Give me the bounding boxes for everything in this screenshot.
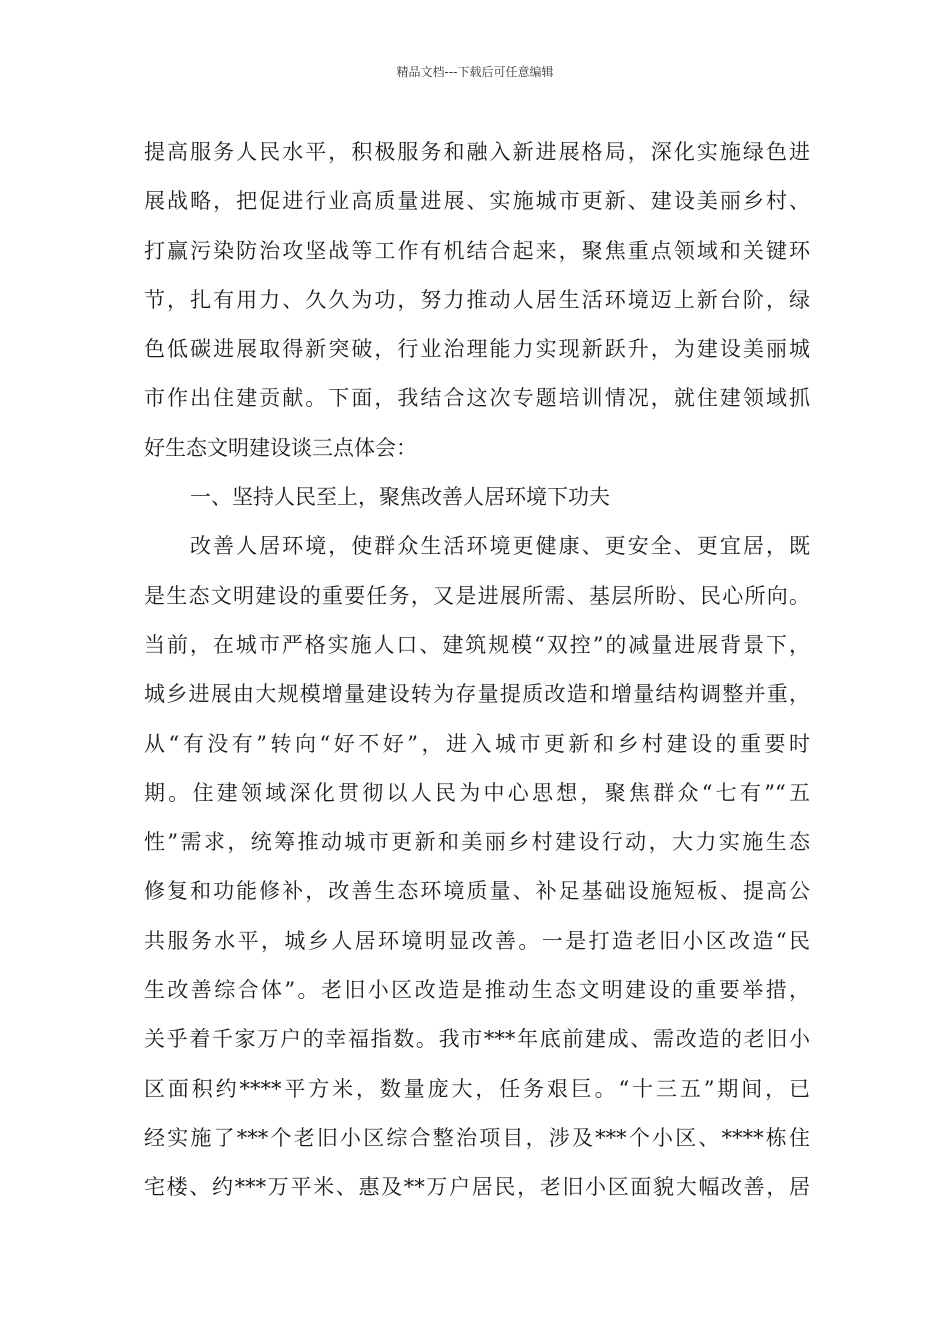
page-header: 精品文档---下载后可任意编辑 [396, 65, 554, 79]
document-body [144, 128, 810, 1213]
text-line: 从“有没有”转向“好不好”，进入城市更新和乡村建设的重要时 [144, 731, 810, 756]
text-line: 生改善综合体”。老旧小区改造是推动生态文明建设的重要举措， [144, 978, 810, 1003]
text-line: 修复和功能修补，改善生态环境质量、补足基础设施短板、提高公 [144, 879, 810, 904]
text-line: 市作出住建贡献。下面，我结合这次专题培训情况，就住建领域抓 [144, 386, 810, 411]
text-line: 好生态文明建设谈三点体会： [144, 435, 417, 460]
text-line: 是生态文明建设的重要任务，又是进展所需、基层所盼、民心所向。 [144, 583, 810, 608]
text-line: 共服务水平，城乡人居环境明显改善。一是打造老旧小区改造“民 [144, 928, 810, 953]
text-line: 展战略，把促进行业高质量进展、实施城市更新、建设美丽乡村、 [144, 189, 810, 214]
text-line: 当前，在城市严格实施人口、建筑规模“双控”的减量进展背景下， [144, 632, 810, 657]
text-line: 宅楼、约***万平米、惠及**万户居民，老旧小区面貌大幅改善，居 [144, 1175, 810, 1200]
text-line: 色低碳进展取得新突破，行业治理能力实现新跃升，为建设美丽城 [144, 337, 810, 362]
text-line: 性”需求，统筹推动城市更新和美丽乡村建设行动，大力实施生态 [144, 830, 810, 855]
text-line: 区面积约****平方米，数量庞大，任务艰巨。“十三五”期间，已 [144, 1076, 810, 1101]
text-line: 期。住建领域深化贯彻以人民为中心思想，聚焦群众“七有”“五 [144, 780, 810, 805]
text-line: 关乎着千家万户的幸福指数。我市***年底前建成、需改造的老旧小 [144, 1027, 810, 1052]
text-line: 打赢污染防治攻坚战等工作有机结合起来，聚焦重点领域和关键环 [144, 238, 810, 263]
text-line: 经实施了***个老旧小区综合整治项目，涉及***个小区、****栋住 [144, 1125, 810, 1150]
text-line: 改善人居环境，使群众生活环境更健康、更安全、更宜居，既 [190, 534, 810, 559]
text-line: 提高服务人民水平，积极服务和融入新进展格局，深化实施绿色进 [144, 140, 810, 164]
text-line: 节，扎有用力、久久为功，努力推动人居生活环境迈上新台阶，绿 [144, 287, 810, 312]
text-line: 一、坚持人民至上，聚焦改善人居环境下功夫 [190, 485, 610, 510]
text-line: 城乡进展由大规模增量建设转为存量提质改造和增量结构调整并重， [144, 682, 810, 707]
